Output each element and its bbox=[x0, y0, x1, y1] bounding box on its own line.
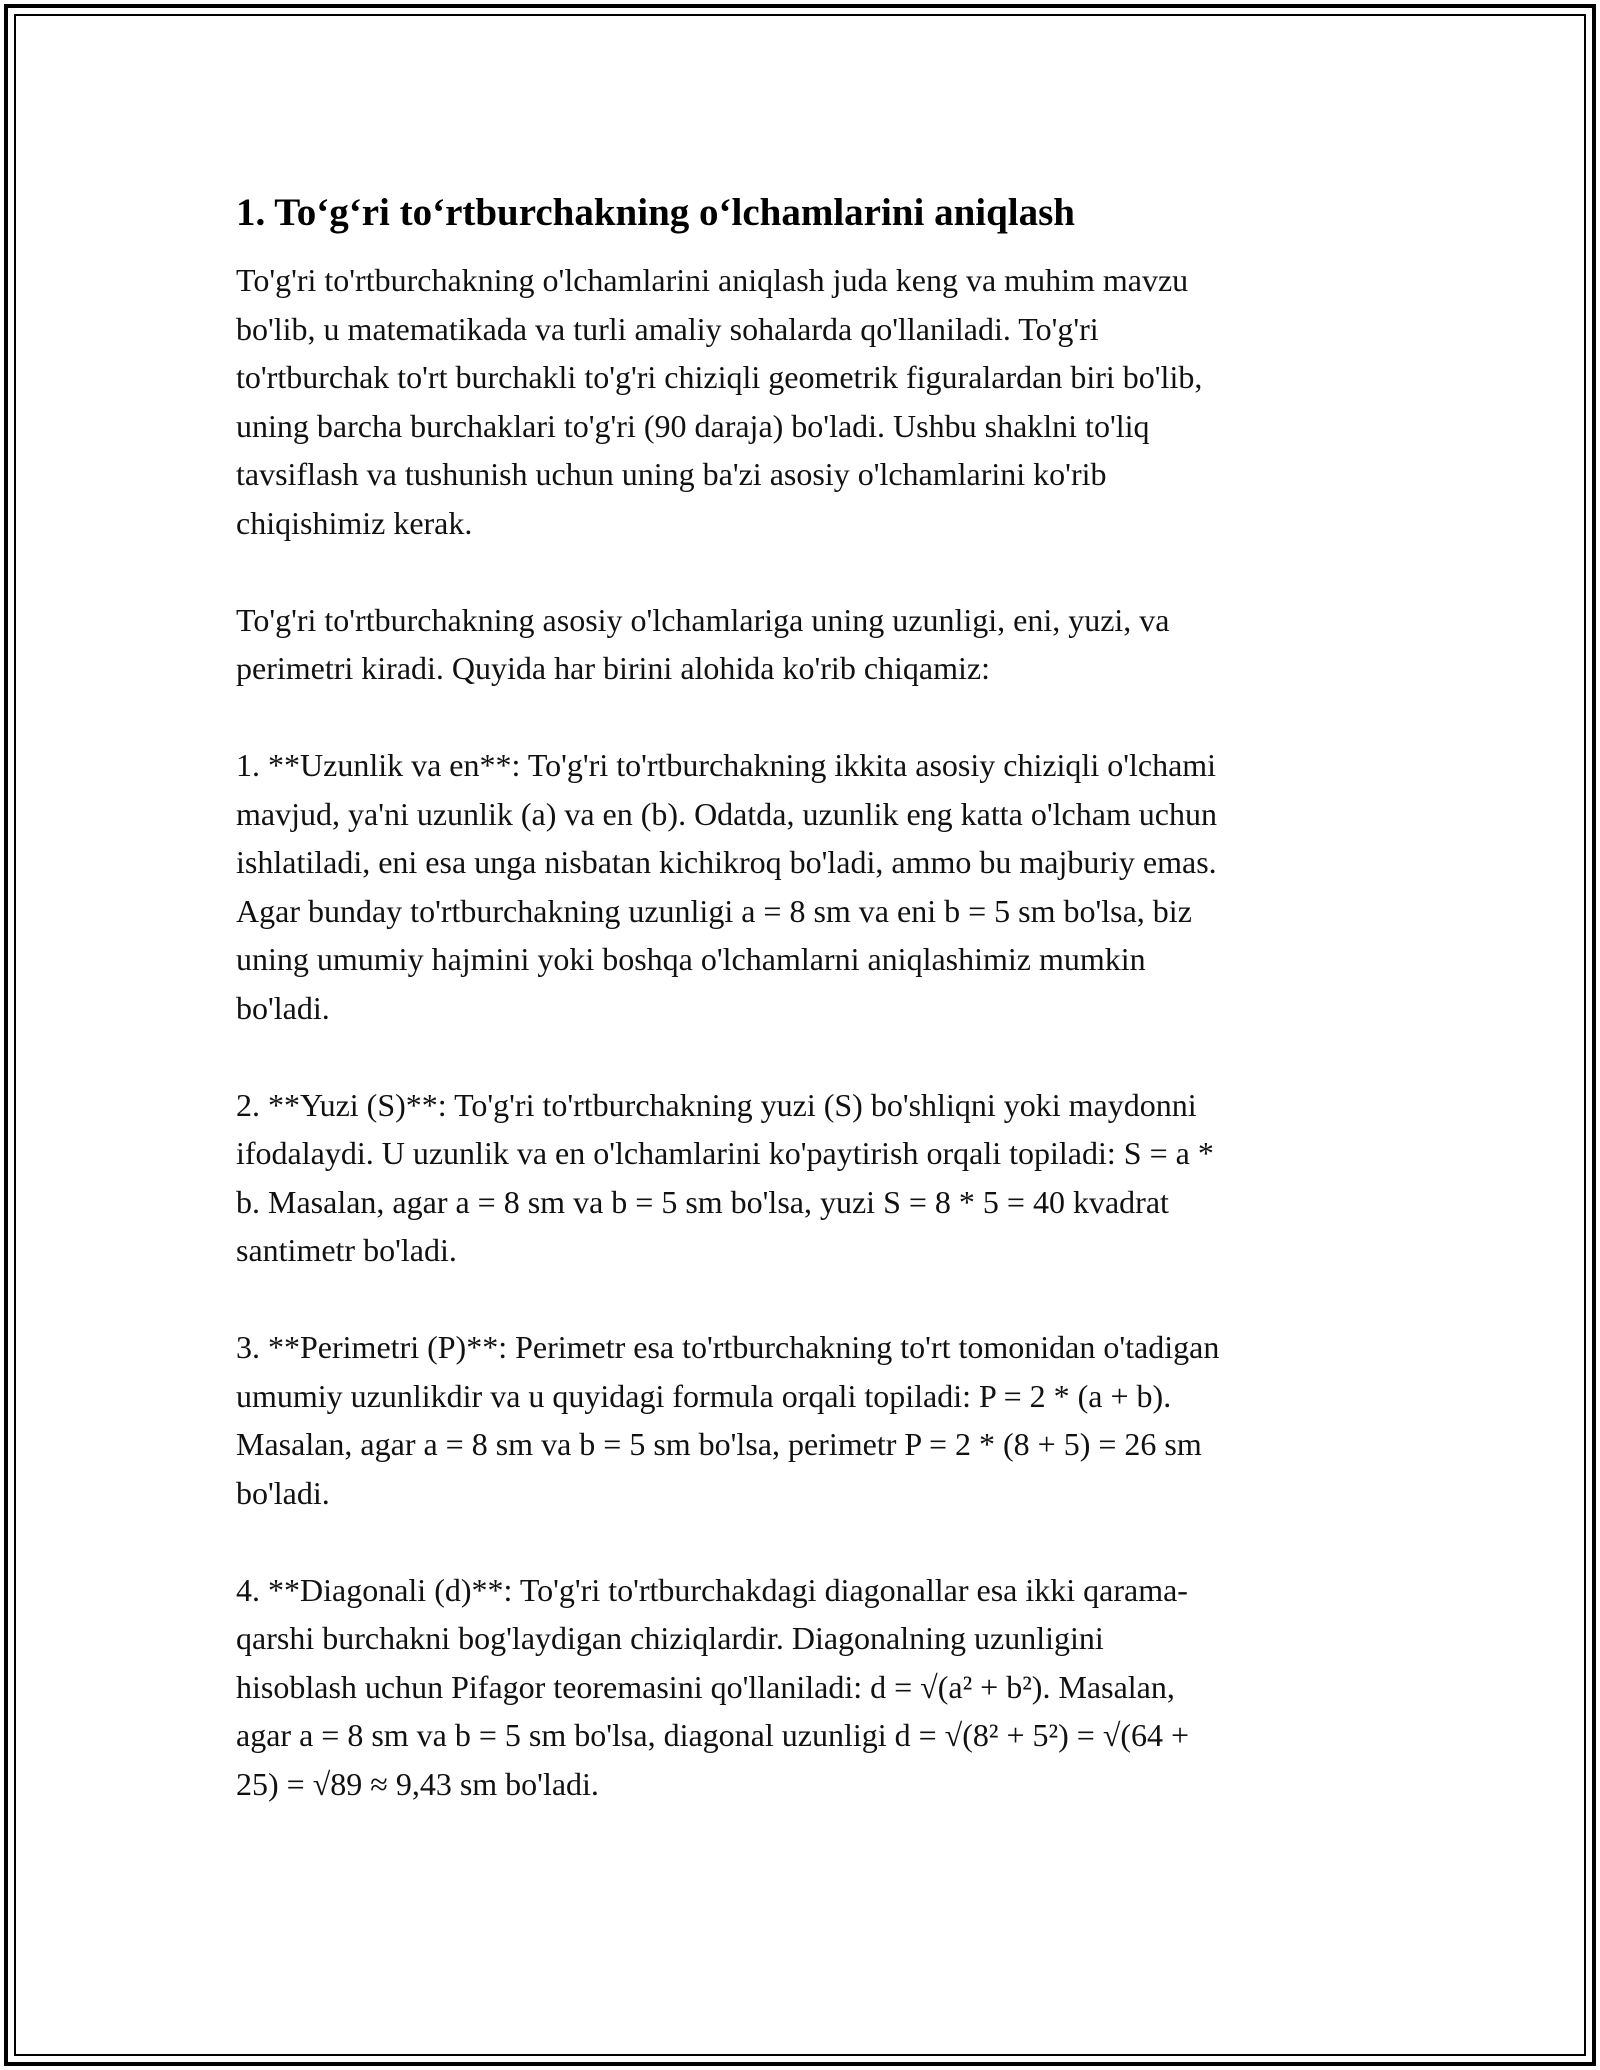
document-body bbox=[236, 186, 1376, 1808]
area-paragraph: 2. **Yuzi (S)**: To'g'ri to'rtburchakning yuzi (S) bo'shliqni yoki maydonni ifodalaydi. U uzunlik va en o'lchamlarini ko'paytirish orqali topiladi: S = a * b. Masalan, agar a = 8 sm va b = 5 sm bo'lsa, yuzi S = 8 * 5 = 40 kvadrat santimetr bo'ladi. bbox=[236, 1086, 1214, 1268]
section-heading: 1. To‘g‘ri to‘rtburchakning o‘lchamlarini aniqlash bbox=[236, 191, 1075, 234]
length-width-paragraph: 1. **Uzunlik va en**: To'g'ri to'rtburchakning ikkita asosiy chiziqli o'lchami mavjud, ya'ni uzunlik (a) va en (b). Odatda, uzunlik eng katta o'lcham uchun ishlatiladi, eni esa unga nisbatan kichikroq bo'ladi, ammo bu majburiy emas. Agar bunday to'rtburchakning uzunligi a = 8 sm va eni b = 5 sm bo'lsa, biz uning umumiy hajmini yoki boshqa o'lchamlarni aniqlashimiz mumkin bo'ladi. bbox=[236, 747, 1217, 1026]
perimeter-paragraph: 3. **Perimetri (P)**: Perimetr esa to'rtburchakning to'rt tomonidan o'tadigan umumiy uzunlikdir va u quyidagi formula orqali topiladi: P = 2 * (a + b). Masalan, agar a = 8 sm va b = 5 sm bo'lsa, perimetr P = 2 * (8 + 5) = 26 sm bo'ladi. bbox=[236, 1329, 1220, 1511]
intro-paragraph: To'g'ri to'rtburchakning o'lchamlarini aniqlash juda keng va muhim mavzu bo'lib, u matematikada va turli amaliy sohalarda qo'llaniladi. To'g'ri to'rtburchak to'rt burchakli to'g'ri chiziqli geometrik figuralardan biri bo'lib, uning barcha burchaklari to'g'ri (90 daraja) bo'ladi. Ushbu shaklni to'liq tavsiflash va tushunish uchun uning ba'zi asosiy o'lchamlarini ko'rib chiqishimiz kerak. bbox=[236, 262, 1203, 541]
diagonal-paragraph: 4. **Diagonali (d)**: To'g'ri to'rtburchakdagi diagonallar esa ikki qarama- qarshi burchakni bog'laydigan chiziqlardir. Diagonalning uzunligini hisoblash uchun Pifagor teoremasini qo'llaniladi: d = √(a² + b²). Masalan, agar a = 8 sm va b = 5 sm bo'lsa, diagonal uzunligi d = √(8² + 5²) = √(64 + 25) = √89 ≈ 9,43 sm bo'ladi. bbox=[236, 1571, 1190, 1802]
overview-paragraph: To'g'ri to'rtburchakning asosiy o'lchamlariga uning uzunligi, eni, yuzi, va perimetri kiradi. Quyida har birini alohida ko'rib chiqamiz: bbox=[236, 601, 1170, 686]
